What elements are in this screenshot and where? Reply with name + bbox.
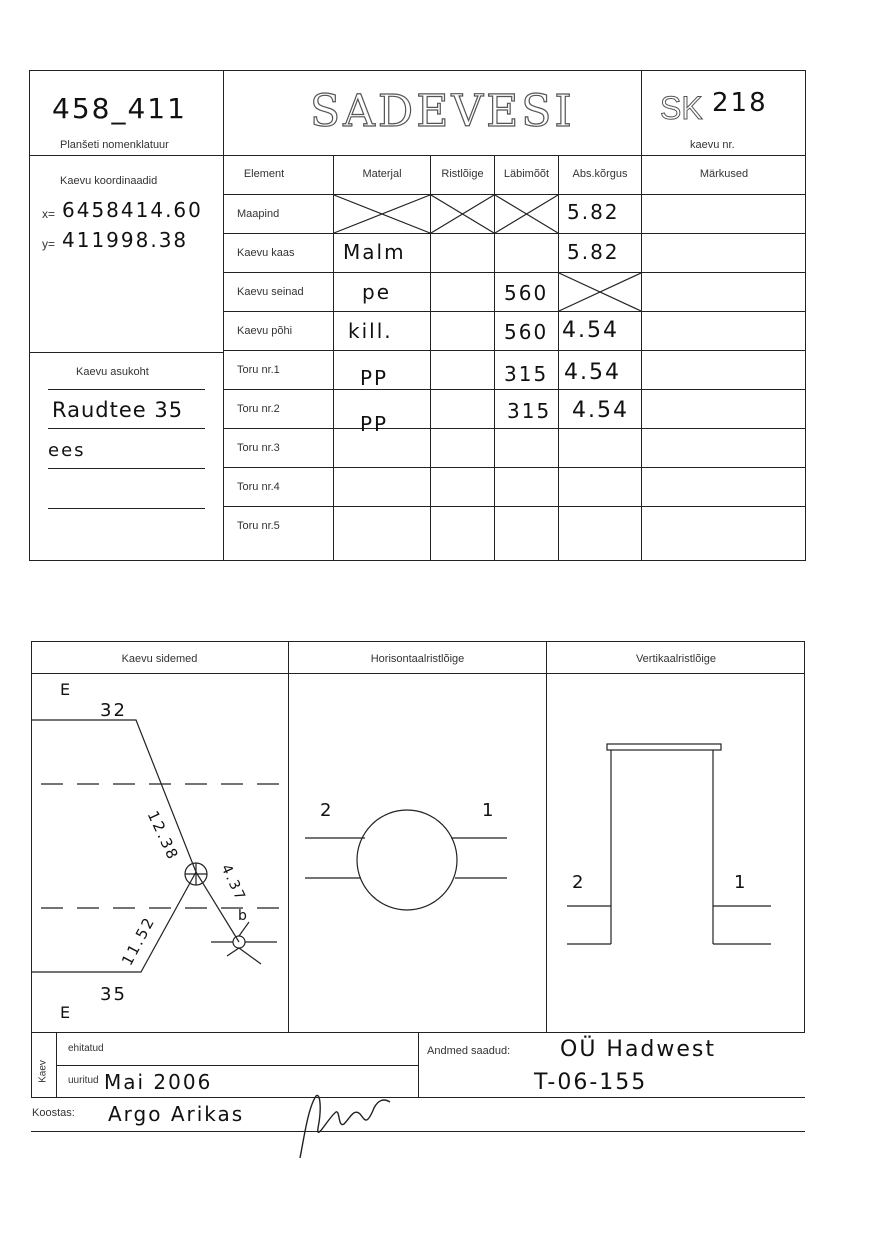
well-prefix: SK — [660, 90, 703, 126]
data-code: T-06-155 — [534, 1070, 648, 1095]
v-pipe-left-label: 2 — [572, 872, 586, 893]
location-label: Kaevu asukoht — [76, 366, 149, 378]
horizontal-section-sketch — [289, 674, 546, 1033]
col-header-height: Abs.kõrgus — [572, 168, 628, 180]
row-height-value: 4.54 — [562, 318, 619, 343]
row-material-value: kill. — [348, 319, 393, 343]
well-label: kaevu nr. — [690, 139, 735, 151]
col-header-material: Materjal — [362, 168, 402, 180]
dist-lower: 11.52 — [118, 913, 159, 969]
composer-value: Argo Arikas — [108, 1102, 245, 1126]
section-connections-label: Kaevu sidemed — [121, 653, 198, 665]
pipe-right-label: 1 — [482, 800, 496, 821]
top-letter: E — [60, 680, 73, 699]
signature — [280, 1088, 400, 1160]
nomenclature-label: Planšeti nomenklatuur — [60, 139, 169, 151]
row-element-label: Toru nr.5 — [237, 520, 280, 532]
col-header-diameter: Läbimõõt — [503, 168, 550, 180]
dist-upper: 12.38 — [143, 808, 183, 864]
divider — [418, 1033, 419, 1097]
row-material-value: PP — [360, 366, 389, 390]
top-number: 32 — [100, 700, 127, 721]
row-element-label: Maapind — [237, 208, 280, 220]
document-title: SADEVESI — [310, 86, 575, 137]
row-element-label: Toru nr.2 — [237, 403, 280, 415]
surveyed-value: Mai 2006 — [104, 1070, 213, 1094]
row-diameter-value: 315 — [504, 362, 549, 386]
row-height-value: 4.54 — [564, 360, 621, 385]
row-height-value: 5.82 — [567, 240, 620, 264]
row-element-label: Toru nr.1 — [237, 364, 280, 376]
row-element-label: Toru nr.3 — [237, 442, 280, 454]
location-line2: ees — [48, 440, 86, 461]
surveyed-label: uuritud — [68, 1075, 99, 1086]
row-diameter-value: 560 — [504, 281, 549, 305]
divider — [31, 1131, 805, 1132]
data-company: OÜ Hadwest — [560, 1037, 717, 1062]
col-header-element: Element — [243, 168, 285, 180]
col-header-notes: Märkused — [699, 168, 749, 180]
row-material-value: pe — [362, 280, 391, 304]
coords-label: Kaevu koordinaadid — [60, 175, 158, 187]
coords-x-prefix: x= — [42, 207, 56, 221]
bottom-letter: E — [60, 1003, 73, 1022]
divider — [31, 1033, 32, 1097]
section-vertical-label: Vertikaalristlõige — [635, 653, 717, 665]
section-horizontal-label: Horisontaalristlõige — [370, 653, 465, 665]
right-mark: b — [238, 908, 249, 924]
row-material-value: Malm — [343, 240, 406, 264]
row-element-label: Kaevu seinad — [237, 286, 304, 298]
location-line1: Raudtee 35 — [52, 398, 184, 422]
coords-y-prefix: y= — [42, 237, 56, 251]
row-material-value: PP — [360, 412, 389, 436]
row-diameter-value: 560 — [504, 320, 549, 344]
divider — [31, 1097, 805, 1098]
bottom-number: 35 — [100, 984, 127, 1005]
connections-sketch — [31, 674, 288, 1033]
side-label: Kaev — [37, 1060, 49, 1083]
row-element-label: Kaevu kaas — [237, 247, 295, 259]
data-label: Andmed saadud: — [427, 1045, 511, 1057]
well-number: 218 — [712, 88, 768, 118]
row-height-value: 4.54 — [572, 398, 629, 423]
row-element-label: Kaevu põhi — [237, 325, 293, 337]
pipe-left-label: 2 — [320, 800, 334, 821]
divider — [56, 1065, 418, 1066]
dist-right: 4.37 — [217, 862, 249, 905]
v-pipe-right-label: 1 — [734, 872, 748, 893]
crossed-cells — [0, 0, 872, 600]
composer-label: Koostas: — [32, 1107, 75, 1119]
coords-y-value: 411998.38 — [62, 228, 189, 252]
coords-x-value: 6458414.60 — [62, 198, 203, 222]
nomenclature-value: 458_411 — [52, 92, 187, 125]
vertical-section-sketch — [547, 674, 805, 1033]
col-header-cross: Ristlõige — [441, 168, 484, 180]
built-label: ehitatud — [68, 1043, 104, 1054]
row-height-value: 5.82 — [567, 200, 620, 224]
row-element-label: Toru nr.4 — [237, 481, 280, 493]
row-diameter-value: 315 — [507, 399, 552, 423]
